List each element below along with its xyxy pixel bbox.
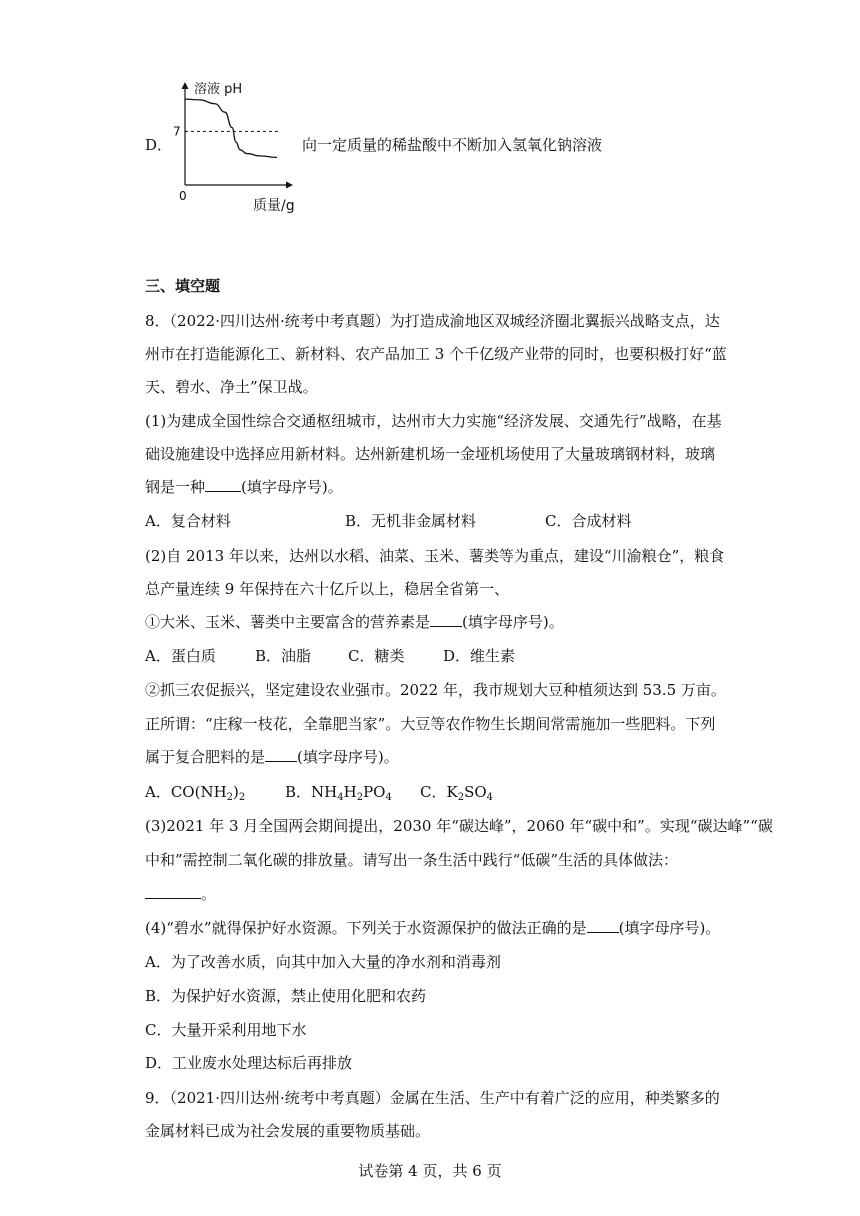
page-footer: 试卷第 4 页，共 6 页 [358,1162,502,1180]
q8-part2b-line: 正所谓：“庄稼一枝花，全靠肥当家”。大豆等农作物生长期间常需施加一些肥料。下列 [145,715,716,733]
q8-part2-line: (2)自 2013 年以来，达州以水稻、油菜、玉米、薯类等为重点，建设“川渝粮仓”，粮食 [145,547,725,565]
choice-option: D．维生素 [443,647,516,665]
q8-part2b-line [145,747,399,767]
choice-option: C．糖类 [348,647,405,665]
option-d-letter: D． [145,136,173,154]
q8-part1-options [145,511,631,531]
y-axis-label: 溶液 pH [194,82,243,97]
q8-part4-text: (填字母序号)。 [618,919,721,937]
q8-intro-line: 8．（2022·四川达州·统考中考真题）为打造成渝地区双城经济圈北翼振兴战略支点，达 [145,312,720,330]
y-axis-arrow [182,82,189,89]
q8-part2b-options [145,782,493,802]
choice-option: B．油脂 [255,647,312,665]
q8-part1-line: 础设施建设中选择应用新材料。达州新建机场一金垭机场使用了大量玻璃钢材料，玻璃 [145,445,716,463]
q8-part2a-text: (填字母序号)。 [462,613,564,631]
q8-part2b-line: ②抓三农促振兴，坚定建设农业强市。2022 年，我市规划大豆种植须达到 53.5 万亩。 [145,681,726,699]
answer-blank[interactable] [430,612,462,627]
q8-part2b-text: 属于复合肥料的是 [145,748,266,766]
q8-part2-line: 总产量连续 9 年保持在六十亿斤以上，稳居全省第一、 [145,580,510,598]
option-d-description: 向一定质量的稀盐酸中不断加入氢氧化钠溶液 [302,136,603,154]
q8-part3-line: (3)2021 年 3 月全国两会期间提出，2030 年“碳达峰”，2060 年“碳中和”。实现“碳达峰”“碳 [145,817,773,835]
q9-line: 金属材料已成为社会发展的重要物质基础。 [145,1122,431,1140]
choice-option: D．工业废水处理达标后再排放 [145,1054,353,1072]
x-axis-label: 质量/g [253,198,295,214]
origin-label: 0 [179,189,187,203]
q8-intro-line: 州市在打造能源化工、新材料、农产品加工 3 个千亿级产业带的同时，也要积极打好“蓝 [145,345,727,363]
ph-curve [185,99,277,157]
q8-part2a-text: ①大米、玉米、薯类中主要富含的营养素是 [145,613,431,631]
q8-part4-line [145,918,720,938]
q9-line: 9．（2021·四川达州·统考中考真题）金属在生活、生产中有着广泛的应用，种类繁多的 [145,1089,720,1107]
q8-part3-text: 。 [201,885,217,903]
q8-part2a-options [145,646,515,666]
choice-option: A．为了改善水质，向其中加入大量的净水剂和消毒剂 [145,953,501,971]
answer-blank[interactable] [145,884,201,899]
choice-option: B．无机非金属材料 [345,512,477,530]
q8-part1-line: (1)为建成全国性综合交通枢纽城市，达州市大力实施“经济发展、交通先行”战略，在基 [145,412,722,430]
q8-part2a-line [145,612,564,632]
choice-option: A．蛋白质 [145,647,216,665]
choice-option-b: B．$NH_4H_2PO_4$ [285,783,392,803]
choice-option: C．合成材料 [545,512,632,530]
q8-part2b-text: (填字母序号)。 [297,748,399,766]
reference-tick-label: 7 [173,124,181,139]
answer-blank[interactable] [265,747,297,762]
q8-part4-text: (4)“碧水”就得保护好水资源。下列关于水资源保护的做法正确的是 [145,919,587,937]
x-axis-arrow [286,182,293,189]
q8-part1-text: 钢是一种 [145,478,206,496]
choice-option-a: A．$CO(NH_2)_2$ [145,783,246,803]
q8-part3-line: 中和”需控制二氧化碳的排放量。请写出一条生活中践行“低碳”生活的具体做法： [145,851,679,869]
choice-option-c: C．$K_2SO_4$ [420,783,494,803]
q8-part1-line [145,477,343,497]
ph-chart [165,76,305,214]
q8-intro-line: 天、碧水、净土”保卫战。 [145,378,318,396]
choice-option: C．大量开采利用地下水 [145,1021,307,1039]
section-title: 三、填空题 [145,277,221,295]
q8-part1-text: (填字母序号)。 [241,478,343,496]
q8-part3-line [145,884,216,904]
answer-blank[interactable] [205,477,241,492]
choice-option: A．复合材料 [145,512,231,530]
choice-option: B．为保护好水资源，禁止使用化肥和农药 [145,987,427,1005]
answer-blank[interactable] [587,918,619,933]
